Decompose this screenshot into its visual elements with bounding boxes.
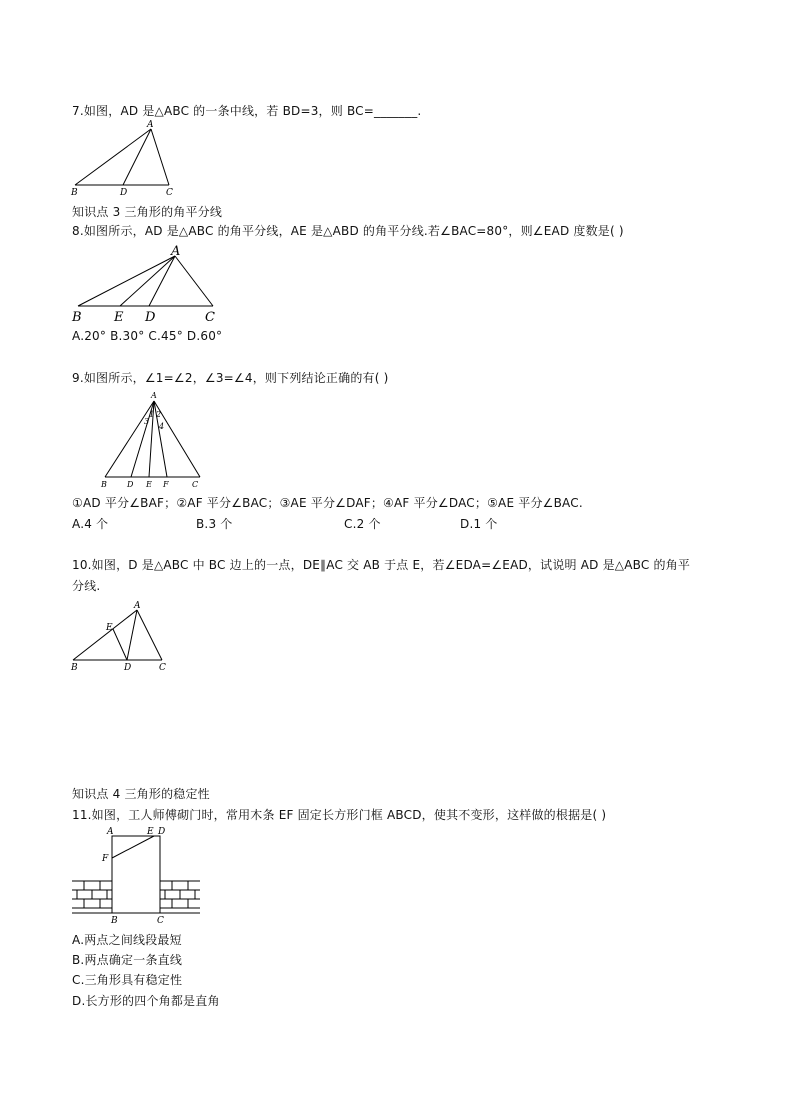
q9-label-a: A <box>151 391 157 400</box>
q10-label-c: C <box>159 663 166 673</box>
q11-option-a: A.两点之间线段最短 <box>72 933 182 947</box>
q7-label-a: A <box>147 120 154 130</box>
q10-label-e: E <box>106 623 113 633</box>
q8-bisector-ae <box>120 256 175 306</box>
q10-label-d: D <box>124 663 132 673</box>
q11-label-e: E <box>147 827 154 837</box>
q8-bisector-ad <box>149 256 175 306</box>
q7-text: 7.如图，AD 是△ABC 的一条中线，若 BD=3，则 BC=_______. <box>72 104 422 118</box>
q10-line-de <box>113 629 127 660</box>
q11-label-a: A <box>107 827 114 837</box>
q8-label-c: C <box>205 310 215 325</box>
q9-label-f: F <box>163 480 169 489</box>
q9-option-a: A.4 个 <box>72 517 109 531</box>
q7-side-ab <box>75 129 151 185</box>
q8-label-e: E <box>114 310 124 325</box>
q11-option-c: C.三角形具有稳定性 <box>72 973 183 987</box>
q9-angle-2: 2 <box>156 410 162 419</box>
q8-label-a: A <box>171 244 181 259</box>
door-frame-abcd <box>112 836 160 913</box>
q11-label-f: F <box>102 854 109 864</box>
q7-label-d: D <box>120 188 128 198</box>
q9-text: 9.如图所示，∠1=∠2，∠3=∠4，则下列结论正确的有( ) <box>72 371 389 385</box>
q10-text-line1: 10.如图，D 是△ABC 中 BC 边上的一点，DE∥AC 交 AB 于点 E，若∠EDA=∠EAD，试说明 AD 是△ABC 的角平 <box>72 558 691 572</box>
q9-side-ab <box>105 401 154 477</box>
section3-heading: 知识点 3 三角形的角平分线 <box>72 205 223 219</box>
q9-label-d: D <box>127 480 134 489</box>
left-brick-wall <box>72 881 112 913</box>
q9-angle-1: 1 <box>149 410 155 419</box>
q10-label-a: A <box>134 601 141 611</box>
q9-option-c: C.2 个 <box>344 517 381 531</box>
section4-heading: 知识点 4 三角形的稳定性 <box>72 787 210 801</box>
q11-option-d: D.长方形的四个角都是直角 <box>72 994 220 1008</box>
q9-figure <box>96 390 208 492</box>
q8-side-ab <box>78 256 175 306</box>
q9-option-d: D.1 个 <box>460 517 498 531</box>
q7-median-ad <box>123 129 151 185</box>
q10-text-line2: 分线. <box>72 579 101 593</box>
q9-label-b: B <box>101 480 107 489</box>
q7-label-c: C <box>166 188 173 198</box>
q11-figure <box>72 824 204 928</box>
q11-label-d: D <box>158 827 166 837</box>
right-brick-wall <box>160 881 200 913</box>
q10-figure <box>68 598 178 678</box>
q10-side-ab <box>73 610 137 660</box>
q8-options: A.20° B.30° C.45° D.60° <box>72 329 223 343</box>
q8-text: 8.如图所示，AD 是△ABC 的角平分线，AE 是△ABD 的角平分线.若∠BAC=80°，则∠EAD 度数是( ) <box>72 224 624 238</box>
q9-angle-3: 3 <box>144 417 150 426</box>
q7-side-ac <box>151 129 169 185</box>
q10-side-ac <box>137 610 162 660</box>
q8-label-b: B <box>72 310 82 325</box>
q11-option-b: B.两点确定一条直线 <box>72 953 183 967</box>
q10-line-ad <box>127 610 137 660</box>
q9-label-e: E <box>146 480 152 489</box>
q8-figure <box>70 242 230 324</box>
q8-side-ac <box>175 256 213 306</box>
q7-label-b: B <box>71 188 78 198</box>
q7-figure <box>70 118 180 200</box>
q9-option-b: B.3 个 <box>196 517 233 531</box>
q9-label-c: C <box>192 480 199 489</box>
q8-label-d: D <box>145 310 156 325</box>
q10-label-b: B <box>71 663 78 673</box>
q11-label-c: C <box>157 916 164 926</box>
q11-label-b: B <box>111 916 118 926</box>
q9-statements: ①AD 平分∠BAF；②AF 平分∠BAC；③AE 平分∠DAF；④AF 平分∠DAC；⑤AE 平分∠BAC. <box>72 496 583 510</box>
q9-angle-4: 4 <box>159 422 165 431</box>
q11-text: 11.如图，工人师傅砌门时，常用木条 EF 固定长方形门框 ABCD，使其不变形，这样做的根据是( ) <box>72 808 607 822</box>
